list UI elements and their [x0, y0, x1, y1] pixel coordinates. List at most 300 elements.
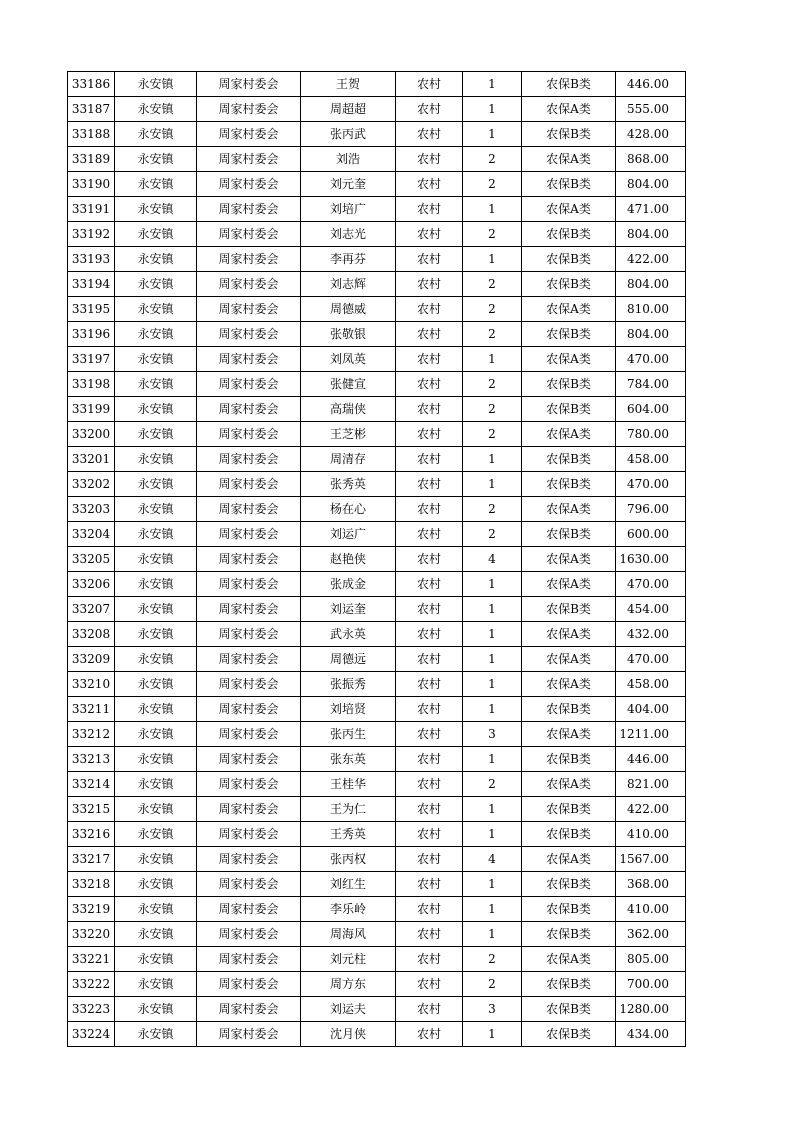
town-cell: 永安镇 — [115, 247, 197, 272]
amount-cell: 780.00 — [616, 422, 686, 447]
village-committee-cell: 周家村委会 — [197, 872, 301, 897]
area-type-cell: 农村 — [396, 947, 463, 972]
table-row — [68, 347, 686, 372]
insurance-category-cell: 农保A类 — [522, 622, 616, 647]
area-type-cell: 农村 — [396, 797, 463, 822]
area-type-cell: 农村 — [396, 497, 463, 522]
town-cell: 永安镇 — [115, 847, 197, 872]
household-size-cell: 1 — [463, 922, 522, 947]
amount-cell: 434.00 — [616, 1022, 686, 1047]
insurance-category-cell: 农保A类 — [522, 297, 616, 322]
town-cell: 永安镇 — [115, 622, 197, 647]
amount-cell: 458.00 — [616, 672, 686, 697]
serial-no-cell: 33217 — [68, 847, 115, 872]
insurance-category-cell: 农保B类 — [522, 322, 616, 347]
serial-no-cell: 33219 — [68, 897, 115, 922]
records-table — [67, 71, 686, 1047]
records-body — [68, 72, 686, 1047]
amount-cell: 804.00 — [616, 222, 686, 247]
insurance-category-cell: 农保B类 — [522, 797, 616, 822]
insurance-category-cell: 农保B类 — [522, 972, 616, 997]
area-type-cell: 农村 — [396, 1022, 463, 1047]
household-size-cell: 1 — [463, 622, 522, 647]
amount-cell: 470.00 — [616, 347, 686, 372]
serial-no-cell: 33196 — [68, 322, 115, 347]
town-cell: 永安镇 — [115, 447, 197, 472]
household-size-cell: 1 — [463, 697, 522, 722]
serial-no-cell: 33202 — [68, 472, 115, 497]
household-size-cell: 1 — [463, 747, 522, 772]
amount-cell: 368.00 — [616, 872, 686, 897]
table-row — [68, 597, 686, 622]
village-committee-cell: 周家村委会 — [197, 372, 301, 397]
table-row — [68, 647, 686, 672]
name-cell: 高瑞侠 — [301, 397, 396, 422]
insurance-category-cell: 农保B类 — [522, 997, 616, 1022]
town-cell: 永安镇 — [115, 722, 197, 747]
table-row — [68, 147, 686, 172]
household-size-cell: 1 — [463, 247, 522, 272]
table-row — [68, 447, 686, 472]
insurance-category-cell: 农保B类 — [522, 1022, 616, 1047]
amount-cell: 422.00 — [616, 247, 686, 272]
amount-cell: 404.00 — [616, 697, 686, 722]
town-cell: 永安镇 — [115, 672, 197, 697]
amount-cell: 796.00 — [616, 497, 686, 522]
serial-no-cell: 33186 — [68, 72, 115, 97]
village-committee-cell: 周家村委会 — [197, 997, 301, 1022]
name-cell: 刘志光 — [301, 222, 396, 247]
insurance-category-cell: 农保B类 — [522, 597, 616, 622]
town-cell: 永安镇 — [115, 222, 197, 247]
amount-cell: 810.00 — [616, 297, 686, 322]
household-size-cell: 2 — [463, 522, 522, 547]
name-cell: 周德威 — [301, 297, 396, 322]
village-committee-cell: 周家村委会 — [197, 347, 301, 372]
town-cell: 永安镇 — [115, 272, 197, 297]
serial-no-cell: 33200 — [68, 422, 115, 447]
serial-no-cell: 33222 — [68, 972, 115, 997]
town-cell: 永安镇 — [115, 147, 197, 172]
name-cell: 刘红生 — [301, 872, 396, 897]
table-row — [68, 972, 686, 997]
insurance-category-cell: 农保B类 — [522, 447, 616, 472]
town-cell: 永安镇 — [115, 197, 197, 222]
village-committee-cell: 周家村委会 — [197, 572, 301, 597]
amount-cell: 432.00 — [616, 622, 686, 647]
area-type-cell: 农村 — [396, 847, 463, 872]
area-type-cell: 农村 — [396, 722, 463, 747]
table-row — [68, 322, 686, 347]
village-committee-cell: 周家村委会 — [197, 797, 301, 822]
area-type-cell: 农村 — [396, 347, 463, 372]
amount-cell: 784.00 — [616, 372, 686, 397]
insurance-category-cell: 农保A类 — [522, 147, 616, 172]
amount-cell: 428.00 — [616, 122, 686, 147]
town-cell: 永安镇 — [115, 1022, 197, 1047]
household-size-cell: 1 — [463, 672, 522, 697]
amount-cell: 410.00 — [616, 822, 686, 847]
name-cell: 王秀英 — [301, 822, 396, 847]
village-committee-cell: 周家村委会 — [197, 72, 301, 97]
area-type-cell: 农村 — [396, 122, 463, 147]
area-type-cell: 农村 — [396, 747, 463, 772]
village-committee-cell: 周家村委会 — [197, 647, 301, 672]
table-row — [68, 297, 686, 322]
serial-no-cell: 33188 — [68, 122, 115, 147]
serial-no-cell: 33199 — [68, 397, 115, 422]
table-row — [68, 497, 686, 522]
amount-cell: 410.00 — [616, 897, 686, 922]
household-size-cell: 1 — [463, 447, 522, 472]
insurance-category-cell: 农保B类 — [522, 397, 616, 422]
name-cell: 周超超 — [301, 97, 396, 122]
household-size-cell: 2 — [463, 272, 522, 297]
name-cell: 刘凤英 — [301, 347, 396, 372]
amount-cell: 1280.00 — [616, 997, 686, 1022]
area-type-cell: 农村 — [396, 97, 463, 122]
name-cell: 李乐岭 — [301, 897, 396, 922]
village-committee-cell: 周家村委会 — [197, 697, 301, 722]
name-cell: 刘志辉 — [301, 272, 396, 297]
area-type-cell: 农村 — [396, 322, 463, 347]
serial-no-cell: 33215 — [68, 797, 115, 822]
insurance-category-cell: 农保A类 — [522, 497, 616, 522]
household-size-cell: 1 — [463, 197, 522, 222]
table-row — [68, 222, 686, 247]
amount-cell: 868.00 — [616, 147, 686, 172]
area-type-cell: 农村 — [396, 172, 463, 197]
serial-no-cell: 33214 — [68, 772, 115, 797]
table-row — [68, 122, 686, 147]
amount-cell: 804.00 — [616, 272, 686, 297]
town-cell: 永安镇 — [115, 297, 197, 322]
table-row — [68, 772, 686, 797]
town-cell: 永安镇 — [115, 797, 197, 822]
area-type-cell: 农村 — [396, 772, 463, 797]
insurance-category-cell: 农保B类 — [522, 822, 616, 847]
name-cell: 李再芬 — [301, 247, 396, 272]
amount-cell: 805.00 — [616, 947, 686, 972]
area-type-cell: 农村 — [396, 597, 463, 622]
village-committee-cell: 周家村委会 — [197, 847, 301, 872]
serial-no-cell: 33221 — [68, 947, 115, 972]
area-type-cell: 农村 — [396, 572, 463, 597]
table-row — [68, 372, 686, 397]
name-cell: 周德远 — [301, 647, 396, 672]
area-type-cell: 农村 — [396, 697, 463, 722]
table-row — [68, 172, 686, 197]
name-cell: 赵艳侠 — [301, 547, 396, 572]
insurance-category-cell: 农保B类 — [522, 122, 616, 147]
insurance-category-cell: 农保A类 — [522, 572, 616, 597]
village-committee-cell: 周家村委会 — [197, 322, 301, 347]
town-cell: 永安镇 — [115, 922, 197, 947]
insurance-category-cell: 农保B类 — [522, 172, 616, 197]
insurance-category-cell: 农保A类 — [522, 347, 616, 372]
town-cell: 永安镇 — [115, 547, 197, 572]
serial-no-cell: 33203 — [68, 497, 115, 522]
village-committee-cell: 周家村委会 — [197, 972, 301, 997]
area-type-cell: 农村 — [396, 72, 463, 97]
name-cell: 张秀英 — [301, 472, 396, 497]
serial-no-cell: 33212 — [68, 722, 115, 747]
table-row — [68, 947, 686, 972]
village-committee-cell: 周家村委会 — [197, 122, 301, 147]
area-type-cell: 农村 — [396, 372, 463, 397]
household-size-cell: 3 — [463, 722, 522, 747]
amount-cell: 470.00 — [616, 647, 686, 672]
name-cell: 王为仁 — [301, 797, 396, 822]
area-type-cell: 农村 — [396, 147, 463, 172]
town-cell: 永安镇 — [115, 947, 197, 972]
household-size-cell: 2 — [463, 397, 522, 422]
household-size-cell: 2 — [463, 172, 522, 197]
household-size-cell: 2 — [463, 147, 522, 172]
household-size-cell: 2 — [463, 947, 522, 972]
amount-cell: 804.00 — [616, 172, 686, 197]
name-cell: 刘运夫 — [301, 997, 396, 1022]
village-committee-cell: 周家村委会 — [197, 247, 301, 272]
table-row — [68, 822, 686, 847]
serial-no-cell: 33201 — [68, 447, 115, 472]
amount-cell: 1567.00 — [616, 847, 686, 872]
serial-no-cell: 33206 — [68, 572, 115, 597]
serial-no-cell: 33205 — [68, 547, 115, 572]
table-row — [68, 672, 686, 697]
household-size-cell: 2 — [463, 497, 522, 522]
table-row — [68, 397, 686, 422]
insurance-category-cell: 农保B类 — [522, 472, 616, 497]
area-type-cell: 农村 — [396, 472, 463, 497]
serial-no-cell: 33220 — [68, 922, 115, 947]
town-cell: 永安镇 — [115, 497, 197, 522]
name-cell: 刘运广 — [301, 522, 396, 547]
table-row — [68, 547, 686, 572]
serial-no-cell: 33187 — [68, 97, 115, 122]
village-committee-cell: 周家村委会 — [197, 622, 301, 647]
household-size-cell: 3 — [463, 997, 522, 1022]
name-cell: 王贺 — [301, 72, 396, 97]
table-row — [68, 697, 686, 722]
table-row — [68, 197, 686, 222]
insurance-category-cell: 农保B类 — [522, 222, 616, 247]
area-type-cell: 农村 — [396, 647, 463, 672]
village-committee-cell: 周家村委会 — [197, 947, 301, 972]
table-row — [68, 797, 686, 822]
table-row — [68, 997, 686, 1022]
insurance-category-cell: 农保A类 — [522, 422, 616, 447]
town-cell: 永安镇 — [115, 747, 197, 772]
village-committee-cell: 周家村委会 — [197, 747, 301, 772]
amount-cell: 470.00 — [616, 472, 686, 497]
name-cell: 刘运奎 — [301, 597, 396, 622]
amount-cell: 700.00 — [616, 972, 686, 997]
town-cell: 永安镇 — [115, 872, 197, 897]
name-cell: 刘培广 — [301, 197, 396, 222]
area-type-cell: 农村 — [396, 547, 463, 572]
area-type-cell: 农村 — [396, 447, 463, 472]
household-size-cell: 2 — [463, 422, 522, 447]
amount-cell: 555.00 — [616, 97, 686, 122]
insurance-category-cell: 农保A类 — [522, 847, 616, 872]
name-cell: 周海风 — [301, 922, 396, 947]
insurance-category-cell: 农保B类 — [522, 897, 616, 922]
name-cell: 王芝彬 — [301, 422, 396, 447]
name-cell: 武永英 — [301, 622, 396, 647]
insurance-category-cell: 农保A类 — [522, 97, 616, 122]
town-cell: 永安镇 — [115, 697, 197, 722]
name-cell: 刘浩 — [301, 147, 396, 172]
area-type-cell: 农村 — [396, 972, 463, 997]
serial-no-cell: 33223 — [68, 997, 115, 1022]
village-committee-cell: 周家村委会 — [197, 197, 301, 222]
insurance-category-cell: 农保A类 — [522, 772, 616, 797]
name-cell: 刘元奎 — [301, 172, 396, 197]
household-size-cell: 1 — [463, 897, 522, 922]
village-committee-cell: 周家村委会 — [197, 447, 301, 472]
village-committee-cell: 周家村委会 — [197, 497, 301, 522]
amount-cell: 458.00 — [616, 447, 686, 472]
area-type-cell: 农村 — [396, 222, 463, 247]
table-row — [68, 97, 686, 122]
amount-cell: 804.00 — [616, 322, 686, 347]
village-committee-cell: 周家村委会 — [197, 172, 301, 197]
village-committee-cell: 周家村委会 — [197, 547, 301, 572]
town-cell: 永安镇 — [115, 72, 197, 97]
table-row — [68, 572, 686, 597]
town-cell: 永安镇 — [115, 772, 197, 797]
amount-cell: 471.00 — [616, 197, 686, 222]
name-cell: 张丙权 — [301, 847, 396, 872]
name-cell: 周方东 — [301, 972, 396, 997]
household-size-cell: 2 — [463, 222, 522, 247]
name-cell: 周清存 — [301, 447, 396, 472]
area-type-cell: 农村 — [396, 272, 463, 297]
village-committee-cell: 周家村委会 — [197, 722, 301, 747]
household-size-cell: 4 — [463, 547, 522, 572]
serial-no-cell: 33189 — [68, 147, 115, 172]
town-cell: 永安镇 — [115, 372, 197, 397]
village-committee-cell: 周家村委会 — [197, 397, 301, 422]
insurance-category-cell: 农保B类 — [522, 922, 616, 947]
amount-cell: 446.00 — [616, 747, 686, 772]
table-row — [68, 422, 686, 447]
village-committee-cell: 周家村委会 — [197, 297, 301, 322]
name-cell: 张丙生 — [301, 722, 396, 747]
name-cell: 张丙武 — [301, 122, 396, 147]
household-size-cell: 1 — [463, 97, 522, 122]
amount-cell: 604.00 — [616, 397, 686, 422]
serial-no-cell: 33224 — [68, 1022, 115, 1047]
table-row — [68, 247, 686, 272]
area-type-cell: 农村 — [396, 622, 463, 647]
area-type-cell: 农村 — [396, 197, 463, 222]
serial-no-cell: 33216 — [68, 822, 115, 847]
table-row — [68, 622, 686, 647]
name-cell: 杨在心 — [301, 497, 396, 522]
insurance-category-cell: 农保A类 — [522, 197, 616, 222]
town-cell: 永安镇 — [115, 897, 197, 922]
insurance-category-cell: 农保B类 — [522, 747, 616, 772]
village-committee-cell: 周家村委会 — [197, 597, 301, 622]
amount-cell: 422.00 — [616, 797, 686, 822]
household-size-cell: 1 — [463, 797, 522, 822]
area-type-cell: 农村 — [396, 397, 463, 422]
town-cell: 永安镇 — [115, 972, 197, 997]
serial-no-cell: 33210 — [68, 672, 115, 697]
household-size-cell: 1 — [463, 472, 522, 497]
name-cell: 张健宣 — [301, 372, 396, 397]
household-size-cell: 1 — [463, 647, 522, 672]
area-type-cell: 农村 — [396, 922, 463, 947]
amount-cell: 600.00 — [616, 522, 686, 547]
insurance-category-cell: 农保A类 — [522, 722, 616, 747]
town-cell: 永安镇 — [115, 472, 197, 497]
household-size-cell: 1 — [463, 1022, 522, 1047]
amount-cell: 1211.00 — [616, 722, 686, 747]
household-size-cell: 2 — [463, 772, 522, 797]
insurance-category-cell: 农保B类 — [522, 247, 616, 272]
name-cell: 张成金 — [301, 572, 396, 597]
town-cell: 永安镇 — [115, 522, 197, 547]
amount-cell: 454.00 — [616, 597, 686, 622]
area-type-cell: 农村 — [396, 247, 463, 272]
serial-no-cell: 33218 — [68, 872, 115, 897]
household-size-cell: 1 — [463, 347, 522, 372]
insurance-category-cell: 农保A类 — [522, 947, 616, 972]
village-committee-cell: 周家村委会 — [197, 772, 301, 797]
serial-no-cell: 33190 — [68, 172, 115, 197]
serial-no-cell: 33208 — [68, 622, 115, 647]
name-cell: 王桂华 — [301, 772, 396, 797]
town-cell: 永安镇 — [115, 397, 197, 422]
table-row — [68, 272, 686, 297]
serial-no-cell: 33192 — [68, 222, 115, 247]
insurance-category-cell: 农保A类 — [522, 647, 616, 672]
serial-no-cell: 33207 — [68, 597, 115, 622]
serial-no-cell: 33197 — [68, 347, 115, 372]
name-cell: 刘元柱 — [301, 947, 396, 972]
household-size-cell: 1 — [463, 572, 522, 597]
town-cell: 永安镇 — [115, 347, 197, 372]
town-cell: 永安镇 — [115, 422, 197, 447]
amount-cell: 821.00 — [616, 772, 686, 797]
town-cell: 永安镇 — [115, 597, 197, 622]
serial-no-cell: 33193 — [68, 247, 115, 272]
town-cell: 永安镇 — [115, 647, 197, 672]
village-committee-cell: 周家村委会 — [197, 147, 301, 172]
area-type-cell: 农村 — [396, 672, 463, 697]
town-cell: 永安镇 — [115, 572, 197, 597]
town-cell: 永安镇 — [115, 172, 197, 197]
name-cell: 沈月侠 — [301, 1022, 396, 1047]
area-type-cell: 农村 — [396, 297, 463, 322]
town-cell: 永安镇 — [115, 97, 197, 122]
village-committee-cell: 周家村委会 — [197, 472, 301, 497]
table-row — [68, 522, 686, 547]
insurance-category-cell: 农保A类 — [522, 672, 616, 697]
village-committee-cell: 周家村委会 — [197, 672, 301, 697]
insurance-category-cell: 农保B类 — [522, 697, 616, 722]
household-size-cell: 1 — [463, 72, 522, 97]
area-type-cell: 农村 — [396, 897, 463, 922]
area-type-cell: 农村 — [396, 522, 463, 547]
household-size-cell: 2 — [463, 297, 522, 322]
village-committee-cell: 周家村委会 — [197, 522, 301, 547]
name-cell: 刘培贤 — [301, 697, 396, 722]
area-type-cell: 农村 — [396, 997, 463, 1022]
